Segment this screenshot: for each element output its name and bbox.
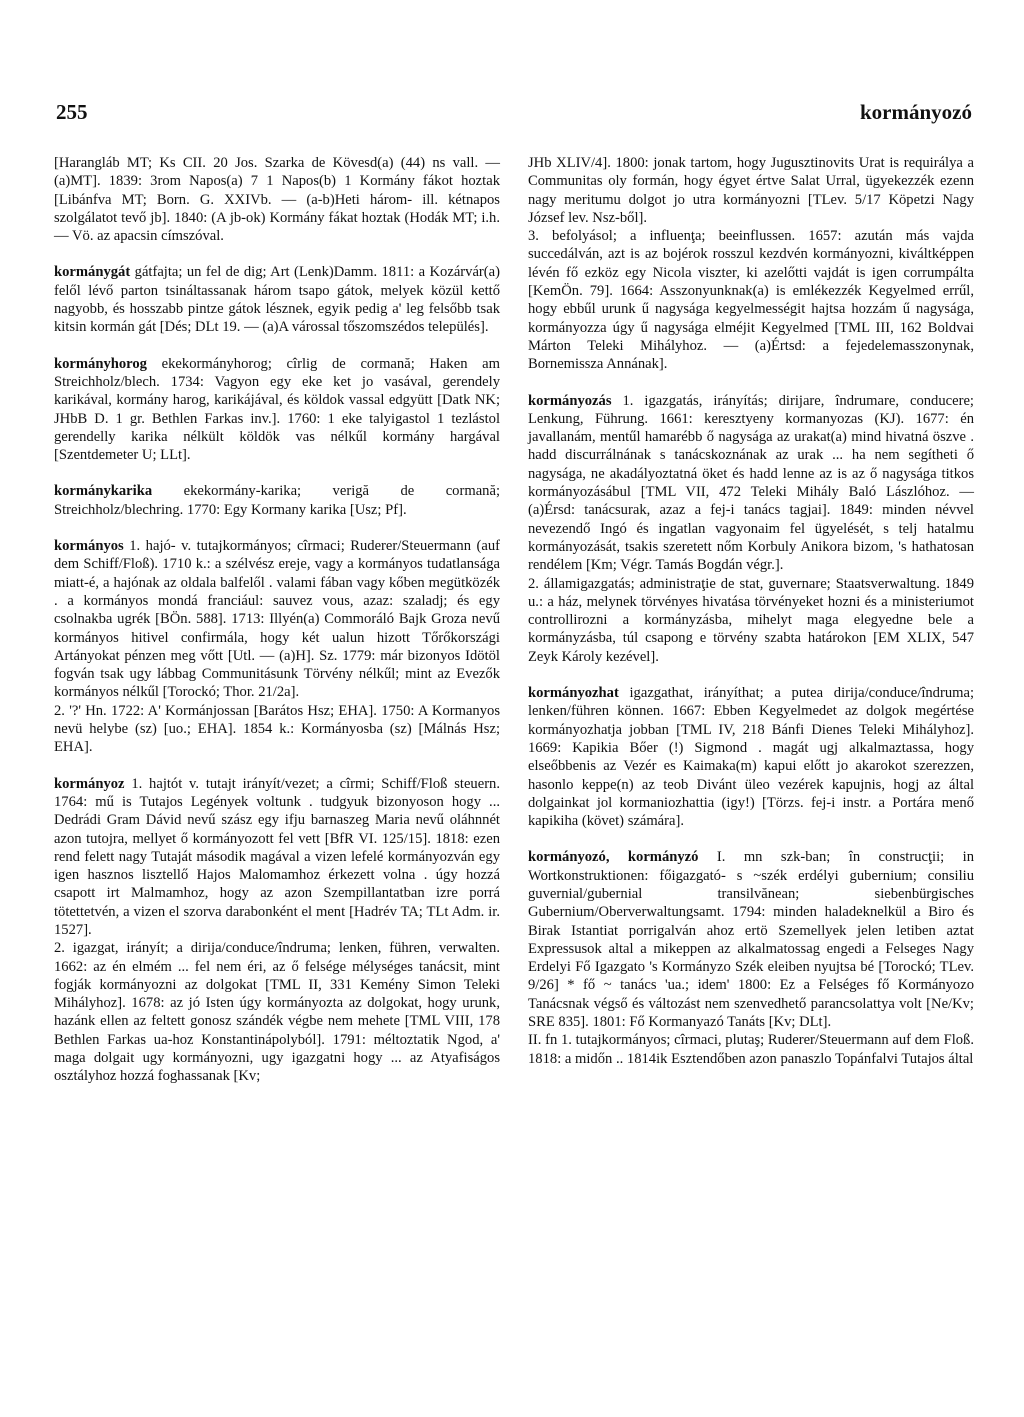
entry-headword: kormányozhat — [528, 685, 619, 702]
entry-continuation — [528, 154, 974, 374]
entry-headword: kormányozó, kormányzó — [528, 849, 699, 866]
entry-kormanyhorog — [54, 355, 500, 465]
entry-sense-text: 1. hajó- v. tutajkormányos; cîrmaci; Ruderer/Steuermann (auf dem Schiff/Floß). 1710 k.: a szélvész ereje, vagy a kormányos tudatlansága miatt-é, a hajónak az oldala balfelől . valami fában vagy kőben megütközék . a kormányos mondá franciául: sauvez vous, azaz: szaladj; és egy csolnakba ugrék [BÖn. 588]. 1713: Illyén(a) Commoráló Bajk Groza nevű kormányos hitivel confirmála, hogy két ualun hizott Tőrőkországi Artányokat pénzen meg vőtt [Utl. — (a)H]. Sz. 1779: már bizonyos Idötöl fogván tsak ugy lábbag Communitásunk Törvény nélkűl; mint az Evezők kormányos nélkűl [Torockó; Thor. 21/2a]. — [54, 538, 500, 701]
entry-kormanyozo — [528, 848, 974, 1068]
entry-text: JHb XLIV/4]. 1800: jonak tartom, hogy Jugusztinovits Urat is requirálya a Communitas oly formán, hogy égyet értve Salat Urral, ügyekezzék ezenn nagy meritumu dolgot jo utra kormányozni [TLev. 5/17 Köpetzi Nagy József lev. Nsz-ből]. — [528, 155, 974, 226]
entry-headword: kormánykarika — [54, 483, 153, 500]
entry-kormanygat — [54, 263, 500, 336]
entry-sense — [528, 848, 974, 1031]
entry-text: gátfajta; un fel de dig; Art (Lenk)Damm. 1811: a Kozárvár(a) felől lévő parton tsináltassanak három tsapo gátok, melyek közül kettő nagyobb, és hosszabb pintze gátok lésznek, egyik pedig a' leg felsőbb tsak kitsin kormán gát [Dés; DLt 19. — (a)A várossal tőszomszédos település]. — [54, 264, 500, 336]
right-column — [528, 154, 974, 1068]
entry-text: [Harangláb MT; Ks CII. 20 Jos. Szarka de Kövesd(a) (44) ns vall. — (a)MT]. 1839: 3rom Napos(a) 7 1 Napos(b) 1 Kormány fákot hoztak [Libánfva MT; Born. G. XXIVb. — (a-b)Heti három- ill. kétnapos szolgálatot tevő jb]. 1840: (A jb-ok) Kormány fákat hoztak (Hodák MT; i.h. — Vö. az apacsin címszóval. — [54, 155, 500, 245]
page-header — [56, 100, 972, 130]
running-head: kormányozó — [860, 100, 972, 124]
page-number: 255 — [56, 100, 88, 124]
entry-headword: kormányos — [54, 538, 124, 555]
entry-sense: 3. befolyásol; a influenţa; beeinflussen. 1657: azután más vajda succedálván, azt is az bojérok rosszul kezdvén kormányozni, kiváltképpen lévén fő ezköz egy Nicola viszter, ki azelőtti vajdát is igen corrumpálta [KemÖn. 79]. 1664: Asszonyunknak(a) is emlékezzék Kegyelmed errűl, hogy ebbűl urunk ű nagysága kegyelmességit hajtsa hozzám ű nagysága, kormányozza úgy ű nagysága elméjit Kegyelmed [TML III, 162 Boldvai Márton Teleki Mihályhoz. — (a)Értsd: a fejedelemasszonynak, Bornemissza Annának]. — [528, 228, 974, 373]
entry-continuation — [54, 154, 500, 245]
entry-kormanyozas — [528, 392, 974, 666]
entry-sense: 2. igazgat, irányít; a dirija/conduce/îndruma; lenken, führen, verwalten. 1662: az én elmém ... fel nem éri, az ő felsége mélységes tanácsit, mint fogják kormányozni az dolgokat [TML II, 331 Kemény Simon Teleki Mihályhoz]. 1678: az jó Isten úgy kormányozta az dolgokat, hogy urunk, hazánk ellen az feltett gonosz szándék végbe nem mehete [TML VIII, 178 Bethlen Farkas ua-hoz Konstantinápolyból]. 1791: méltoztatik Ngod, a' maga dolgait ugy kormányozni, ugy igazgatni hogy ... az Atyafiságos osztályhoz hozzá foghassanak [Kv; — [54, 940, 500, 1085]
entry-headword: kormányhorog — [54, 355, 147, 372]
entry-kormanyoz — [54, 775, 500, 1086]
entry-headword: kormányozás — [528, 392, 612, 409]
entry-headword: kormányoz — [54, 775, 125, 792]
entry-text: igazgathat, irányíthat; a putea dirija/conduce/îndruma; lenken/führen können. 1667: Ebben Kegyelmedet az dolgok megértése kormányozhatja jobban [TML IV, 218 Bánfi Dienes Teleki Mihályhoz]. 1669: Kapikia Bőer (!) Sigmond . magát ugj alkalmaztassa, hogy elseőbbenis az Vezér es Kaimaka(m) kapui előtt jo akarokot szerezzen, hasonlo keppe(n) az teob Divánt üleo vezérek kapujnis, hogj az által dolgainkat jol kormaniozhattia (igy!) [Törzs. fej-i instr. a Portára menő kapikiha (követ) számára]. — [528, 685, 975, 830]
entry-headword: kormánygát — [54, 264, 131, 281]
entry-kormanyozhat — [528, 684, 974, 830]
entry-sense: 2. '?' Hn. 1722: A' Kormánjossan [Barátos Hsz; EHA]. 1750: A Kormanyos nevü helybe (sz) [uo.; EHA]. 1854 k.: Kormányosba (sz) [Málnás Hsz; EHA]. — [54, 702, 500, 756]
entry-sense — [54, 537, 500, 702]
entry-kormanykarika — [54, 482, 500, 519]
left-column — [54, 154, 500, 1086]
entry-sense — [54, 775, 500, 940]
entry-text: ekekormányhorog; cîrlig de cormană; Haken am Streichholz/blech. 1734: Vagyon egy eke ket jo vasával, gerendely karikával, kormány harog, karikájával, és köldok vassal edgyütt [Datk NK; JHbB D. 1 gr. Bethlen Farkas inv.]. 1760: 1 eke talyigastol 1 tezlástol gerendelly karika nélkült köldök vas nélkűl kormány hargával [Szentdemeter U; LLt]. — [54, 355, 500, 464]
entry-kormanyos — [54, 537, 500, 757]
entry-text: ekekormány-karika; verigă de cormană; Streichholz/blechring. 1770: Egy Kormany karika [Usz; Pf]. — [54, 483, 500, 518]
entry-sense-text: 1. hajtót v. tutajt irányít/vezet; a cîrmi; Schiff/Floß steuern. 1764: mű is Tutajos Legények voltunk . tudgyuk bizonyoson hogy ... Dedrádi Gram Dávid nevű szász egy ifju barnaszeg Maria nevű oláhnnét azon tutojra, mellyet ő kormányozott fel vett [BfR VI. 125/15]. 1818: ezen rend felett nagy Tutaját második magával a vizen lefelé kormányozván egy igen hasznos lisztellő Hajos Malomamhoz érkezett volna . úgy hozzá csapott irt Malmamhoz, hogy az azon Szempillantatban izre porrá tötettetvén, a vizen el szorva darabonként el ment [Hadrév TA; TLt Adm. ir. 1527]. — [54, 775, 501, 938]
entry-sense-text: I. mn szk-ban; în construcţii; in Wortkonstruktionen: főigazgató- s ~szék erdélyi gubernium; consiliu guvernial/gubernial transilvănean; siebenbürgisches Gubernium/Oberverwaltungsamt. 1794: minden haladeknelkül a Biro és Birak Istantiat porrigalván ahoz ertö Szemellyek jelen letiben aztat Expressusok altal a mikeppen az alkalmatossag engedi a Felseges Nagy Erdelyi Fő Igazgato 's Kormányzo Szék eleiben nyujtsa bé [Torockó; TLev. 9/26] * fő ~ tanács 'ua.; idem' 1800: Ez a Felséges fő Kormányozo Tanácsnak végső és változást nem szenvedhető parancsolattya volt [Ne/Kv; SRE 835]. 1801: Fő Kormanyazó Tanáts [Kv; DLt]. — [528, 849, 974, 1031]
entry-sense: II. fn 1. tutajkormányos; cîrmaci, plutaş; Ruderer/Steuermann auf dem Floß. 1818: a midőn .. 1814ik Esztendőben azon panaszlo Topánfalvi Tutajos által — [528, 1032, 974, 1067]
entry-sense-text: 1. igazgatás, irányítás; dirijare, îndrumare, conducere; Lenkung, Führung. 1661: keresztyeny kormanyozas (KJ). 1677: én javallanám, mentűl hamarébb ő nagysága az urakat(a) mind hivatná öszve . hadd discurrálnának s tanácskoznának az urak ... ha nem segítheti ő nagysága, ne akadályoztatná öket és hadd lenne az is az ő nagysága titkos kormányozásábul [TML VII, 472 Teleki Mihály Baló Lászlóhoz. — (a)Érsd: tanácsurak, azaz a fej-i tanács tagjai]. 1849: minden névvel nevezendő Ingó és ingatlan vagyonaim fel ügyelését, s telj hatalmu kormányozását, tsakis szeretett nőm Korbuly Anikora bizom, 's hathatosan rendélem [Km; Végr. Tamás Bogdán végr.]. — [528, 392, 974, 574]
entry-sense: 2. államigazgatás; administraţie de stat, guvernare; Staatsverwaltung. 1849 u.: a ház, melynek törvényes hivatása törvényeket hozni és a ministeriumot controllirozni a kormányzásba, mihelyt maga elegyedne bele a kormányzásba, túl csapong e törvény szabta határokon [EM XLIX, 547 Zeyk Károly kezével]. — [528, 575, 974, 665]
entry-sense — [528, 392, 974, 575]
